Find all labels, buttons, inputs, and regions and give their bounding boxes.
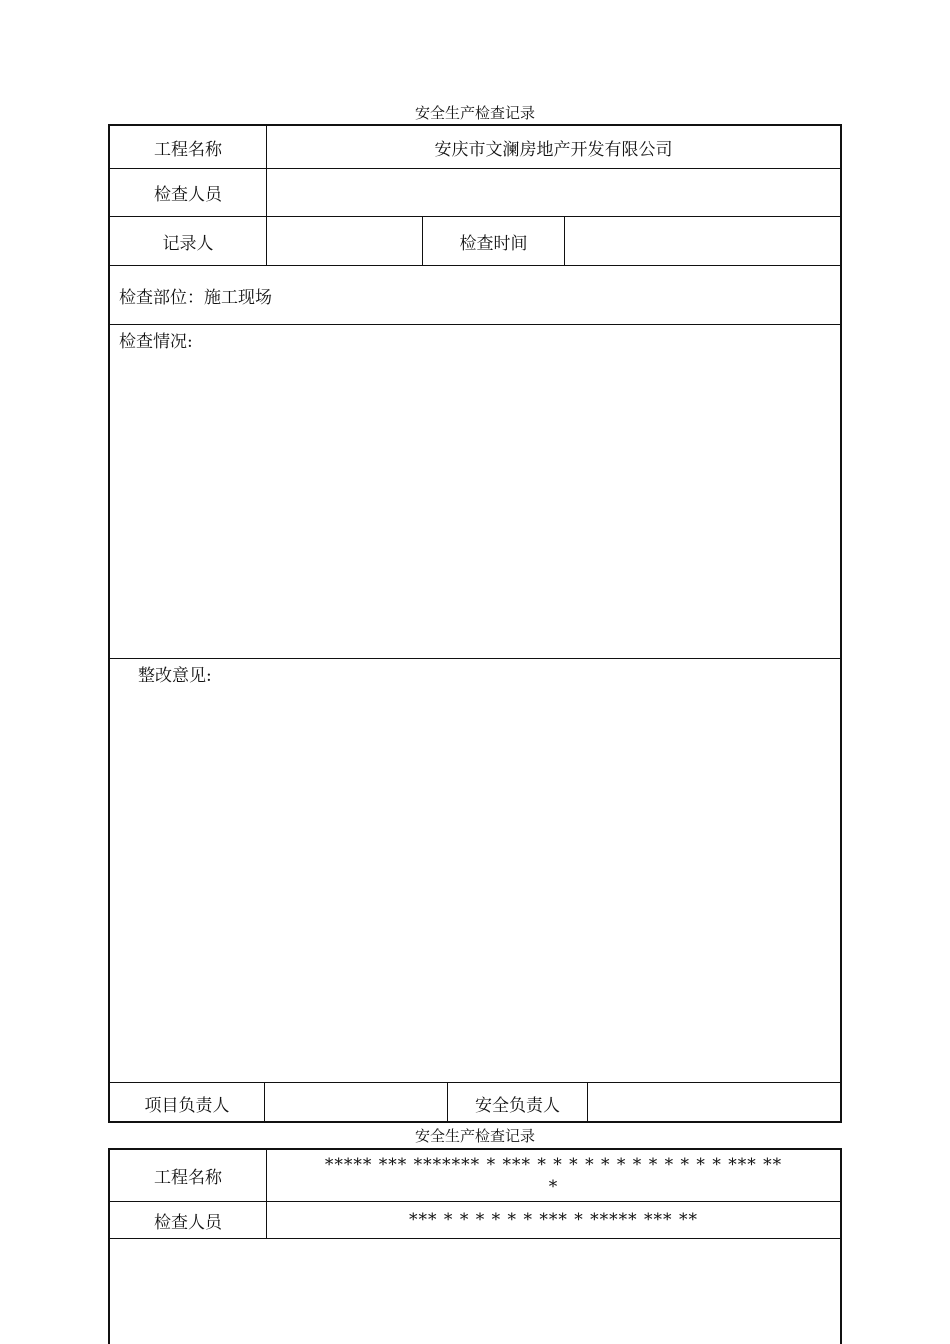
inspectors-value[interactable] <box>266 169 840 216</box>
signature-row <box>110 1083 840 1123</box>
check-time-label: 检查时间 <box>422 217 564 265</box>
project-name-label: 工程名称 <box>154 139 222 160</box>
form2-project-name-line1: ***** *** ******* * *** * * * * * * * * * * * * *** ** <box>324 1154 783 1175</box>
safety-leader-value[interactable] <box>587 1083 840 1123</box>
inspectors-label: 检查人员 <box>154 185 222 205</box>
inspection-form-2 <box>108 1148 842 1344</box>
check-situation-label: 检查情况: <box>119 332 193 352</box>
project-name-value[interactable]: 安庆市文澜房地产开发有限公司 <box>266 126 840 168</box>
form2-project-name-label: 工程名称 <box>154 1168 222 1188</box>
recorder-value[interactable] <box>266 217 422 265</box>
check-situation-section[interactable] <box>110 325 840 659</box>
form2-project-name-value[interactable] <box>266 1150 840 1201</box>
project-leader-label: 项目负责人 <box>144 1095 230 1116</box>
form1-title: 安全生产检查记录 <box>414 104 535 122</box>
check-location-text: 检查部位：施工现场 <box>119 287 272 308</box>
rectification-section[interactable] <box>110 659 840 1083</box>
recorder-row <box>110 217 840 266</box>
project-leader-value[interactable] <box>264 1083 447 1123</box>
check-time-value[interactable] <box>564 217 840 265</box>
safety-leader-label: 安全负责人 <box>447 1083 587 1123</box>
check-location-row <box>110 266 840 325</box>
form2-inspectors-row <box>110 1202 840 1239</box>
inspection-form-1 <box>108 124 842 1123</box>
form2-project-name-line2: * <box>548 1176 559 1197</box>
recorder-label: 记录人 <box>162 233 214 254</box>
rectification-label: 整改意见: <box>138 666 212 686</box>
inspectors-row <box>110 169 840 217</box>
form2-project-name-row <box>110 1150 840 1202</box>
form2-inspectors-label: 检查人员 <box>154 1212 222 1233</box>
form2-inspectors-value[interactable]: *** * * * * * * *** * ***** *** ** <box>266 1202 840 1238</box>
project-name-row <box>110 126 840 169</box>
form2-title: 安全生产检查记录 <box>414 1127 535 1145</box>
